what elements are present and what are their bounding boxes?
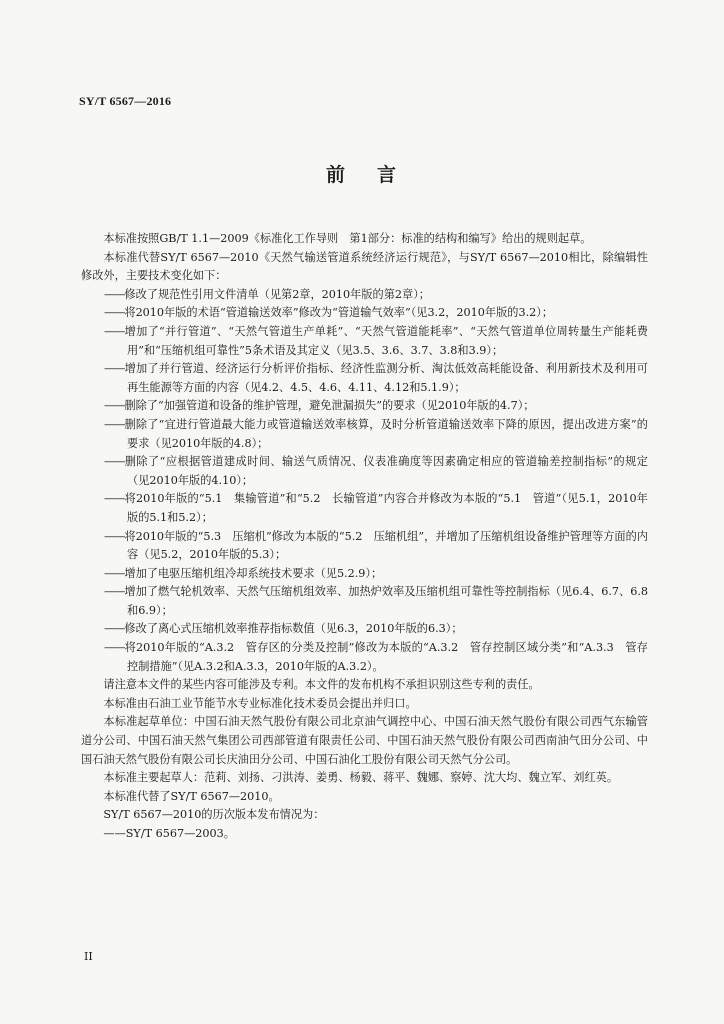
replaces-statement: 本标准代替了SY/T 6567—2010。 — [103, 789, 280, 803]
change-item-2: ——将2010年版的术语“管道输送效率”修改为“管道输气效率”（见3.2，2010年版的3.2）； — [104, 306, 554, 320]
change-item-12: ——修改了离心式压缩机效率推荐指标数值（见6.3，2010年版的6.3）； — [104, 622, 463, 636]
change-item-3: ——增加了“并行管道”、“天然气管道生产单耗”、“天然气管道能耗率”、“天然气管道单位周转量生产能耗费用”和“压缩机组可靠性”5条术语及其定义（见3.5、3.6、3.7、3.8和3.9）； — [104, 324, 648, 357]
change-item-8: ——将2010年版的“5.1 集输管道”和“5.2 长输管道”内容合并修改为本版的“5.1 管道”（见5.1，2010年版的5.1和5.2）； — [104, 492, 648, 524]
page-title — [0, 160, 724, 187]
title-char-1: 前 — [325, 164, 347, 186]
change-item-10: ——增加了电驱压缩机组冷却系统技术要求（见5.2.9）； — [104, 566, 383, 580]
standard-code: SY/T 6567—2016 — [79, 94, 172, 108]
change-item-9: ——将2010年版的“5.3 压缩机”修改为本版的“5.2 压缩机组”，并增加了压缩机组设备维护管理等方面的内容（见5.2，2010年版的5.3）； — [104, 529, 648, 562]
drafting-units: 本标准起草单位：中国石油天然气股份有限公司北京油气调控中心、中国石油天然气股份有限公司西气东输管道分公司、中国石油天然气集团公司西部管道有限责任公司、中国石油天然气股份有限公司西南油气田分公司、中国石油天然气股份有限公司长庆油田分公司、中国石油化工股份有限公司天然气分公司。 — [81, 715, 648, 766]
intro-paragraph-2: 本标准代替SY/T 6567—2010《天然气输送管道系统经济运行规范》，与SY/T 6567—2010相比，除编辑性修改外，主要技术变化如下： — [81, 250, 648, 283]
change-item-1: ——修改了规范性引用文件清单（见第2章，2010年版的第2章）； — [104, 287, 430, 301]
proposer-statement: 本标准由石油工业节能节水专业标准化技术委员会提出并归口。 — [103, 696, 417, 710]
change-item-13: ——将2010年版的“A.3.2 管存区的分类及控制”修改为本版的“A.3.2 管存控制区域分类”和“A.3.3 管存控制措施”（见A.3.2和A.3.3，2010年版的A.3.2）。 — [104, 641, 648, 673]
patent-notice: 请注意本文件的某些内容可能涉及专利。本文件的发布机构不承担识别这些专利的责任。 — [103, 678, 540, 692]
drafters: 本标准主要起草人：范莉、刘扬、刁洪涛、姜勇、杨毅、蒋平、魏娜、察婷、沈大均、魏立军、刘红英。 — [103, 771, 619, 785]
change-item-6: ——删除了“宜进行管道最大能力或管道输送效率核算，及时分析管道输送效率下降的原因，提出改进方案”的要求（见2010年版的4.8）； — [104, 417, 648, 450]
history-item: ——SY/T 6567—2003。 — [103, 827, 235, 840]
document-body — [81, 230, 648, 844]
title-char-2: 言 — [377, 164, 399, 186]
page-number: II — [84, 950, 93, 963]
intro-paragraph-1: 本标准按照GB/T 1.1—2009《标准化工作导则 第1部分：标准的结构和编写》给出的规则起草。 — [103, 232, 592, 245]
change-item-5: ——删除了“加强管道和设备的维护管理，避免泄漏损失”的要求（见2010年版的4.7）； — [104, 399, 535, 413]
history-heading: SY/T 6567—2010的历次版本发布情况为： — [103, 808, 325, 822]
change-item-4: ——增加了并行管道、经济运行分析评价指标、经济性监测分析、淘汰低效高耗能设备、利用新技术及利用可再生能源等方面的内容（见4.2、4.5、4.6、4.11、4.12和5.1.9）； — [104, 362, 648, 394]
change-item-7: ——删除了“应根据管道建成时间、输送气质情况、仪表准确度等因素确定相应的管道输差控制指标”的规定（见2010年版的4.10）； — [104, 455, 648, 487]
change-item-11: ——增加了燃气轮机效率、天然气压缩机组效率、加热炉效率及压缩机组可靠性等控制指标（见6.4、6.7、6.8和6.9）； — [104, 585, 648, 617]
